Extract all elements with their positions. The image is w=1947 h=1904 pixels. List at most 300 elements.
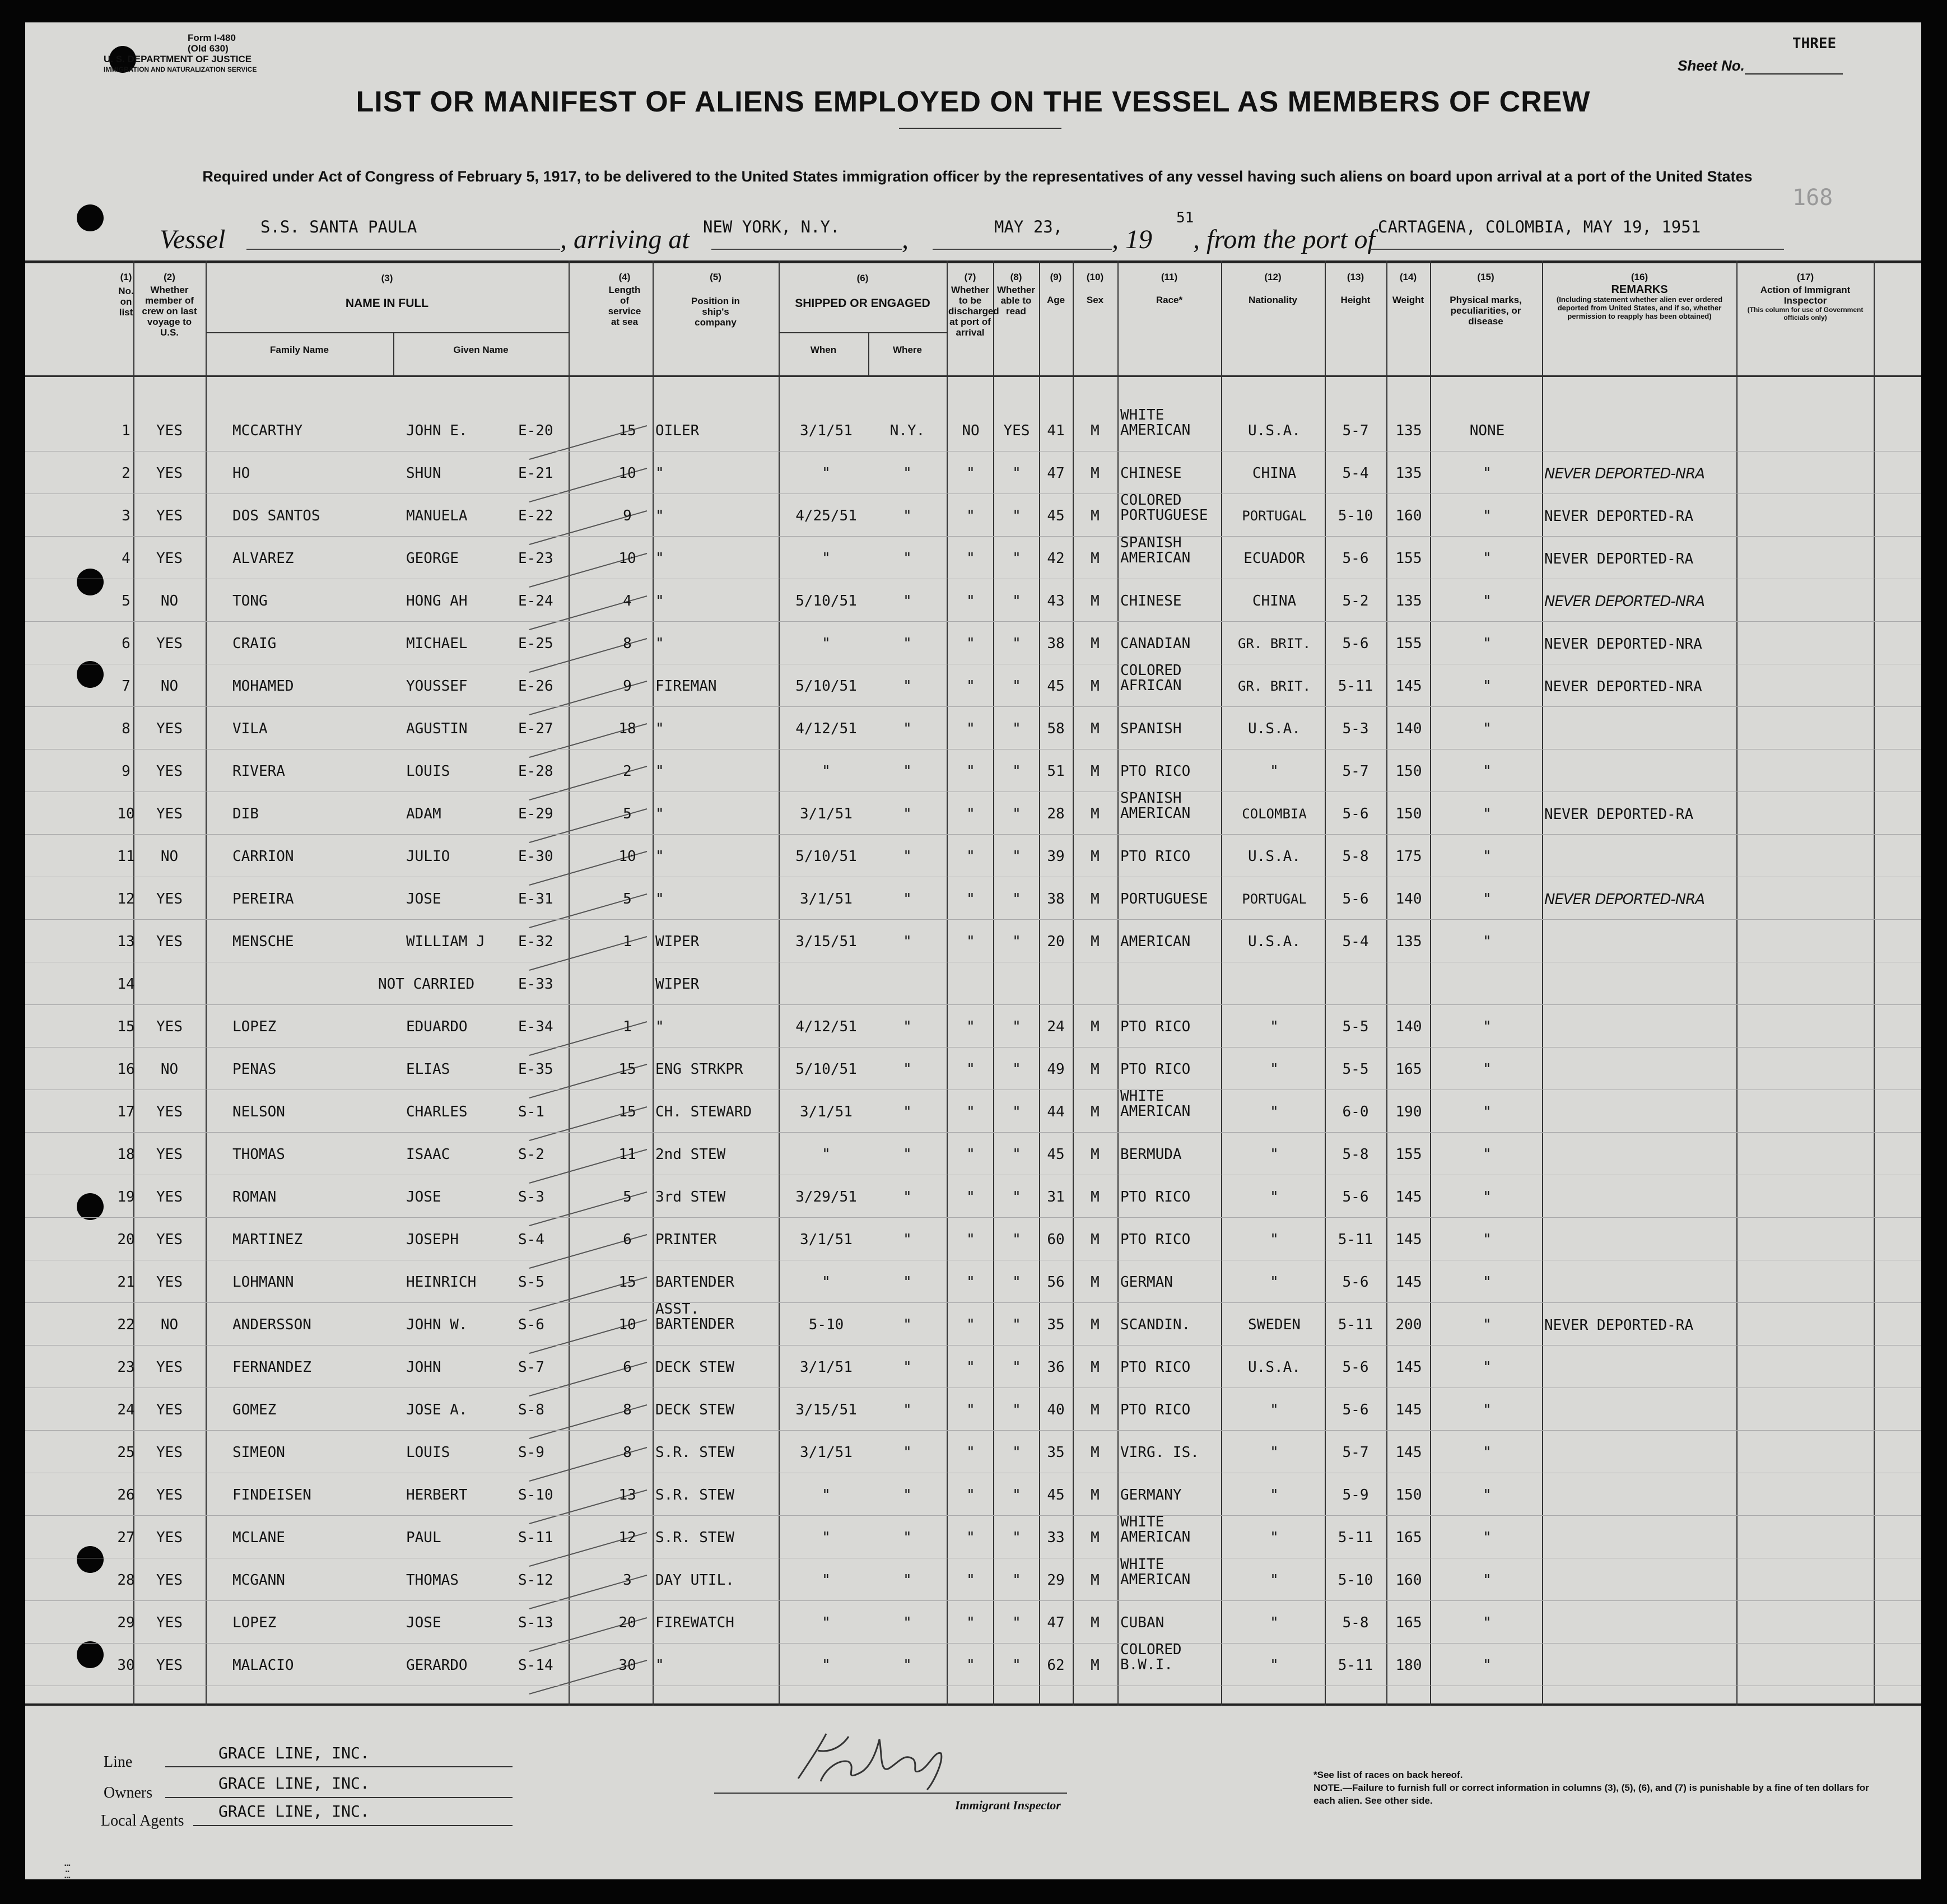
crew-race-cell: CHINESE	[1120, 465, 1182, 482]
crew-nationality-cell: "	[1270, 763, 1279, 780]
crew-when-cell: "	[822, 1614, 831, 1631]
header-bottom-rule	[25, 375, 1921, 377]
col7-num: (7)	[964, 272, 976, 282]
crew-prev-cell: YES	[156, 891, 183, 907]
crew-age-cell: 20	[1047, 933, 1065, 950]
crew-position-cell: WIPER	[655, 976, 700, 993]
line-label: Line	[104, 1753, 133, 1771]
crew-sex-cell: M	[1091, 1231, 1100, 1248]
crew-prev-cell: YES	[156, 806, 183, 822]
crew-height-cell: 5-11	[1338, 1657, 1373, 1674]
crew-height-cell: 5-7	[1342, 1444, 1369, 1461]
crew-discharged-cell: "	[966, 1487, 975, 1503]
col-rule	[1736, 260, 1738, 1706]
crew-prev-cell: YES	[156, 1274, 183, 1291]
crew-nationality-cell: U.S.A.	[1248, 1359, 1301, 1376]
crew-code-cell: E-24	[518, 593, 553, 609]
crew-race-cell: COLORED AFRICAN	[1120, 662, 1182, 694]
crew-height-cell: 5-7	[1342, 422, 1369, 439]
page-title: LIST OR MANIFEST OF ALIENS EMPLOYED ON THE VESSEL AS MEMBERS OF CREW	[356, 86, 1591, 118]
crew-age-cell: 42	[1047, 550, 1065, 567]
crew-when-cell: "	[822, 550, 831, 567]
crew-marks-cell: "	[1483, 763, 1492, 780]
col4-header	[605, 272, 644, 327]
crew-family-cell: MCLANE	[232, 1529, 285, 1546]
crew-age-cell: 45	[1047, 1487, 1065, 1503]
crew-position-cell: S.R. STEW	[655, 1487, 734, 1503]
crew-prev-cell: YES	[156, 1104, 183, 1120]
crew-weight-cell: 155	[1395, 1146, 1422, 1163]
crew-race-cell: WHITE AMERICAN	[1120, 1556, 1191, 1588]
crew-family-cell: MENSCHE	[232, 933, 294, 950]
crew-nationality-cell: "	[1270, 1146, 1279, 1163]
crew-when-cell: 3/15/51	[795, 933, 857, 950]
crew-when-cell: 5-10	[808, 1316, 844, 1333]
row-rule	[25, 1515, 1921, 1516]
crew-nationality-cell: "	[1270, 1104, 1279, 1120]
crew-age-cell: 45	[1047, 1146, 1065, 1163]
col-rule	[993, 260, 994, 1706]
crew-code-cell: E-31	[518, 891, 553, 907]
crew-read-cell: "	[1012, 891, 1021, 907]
page-stamp-number: 168	[1792, 185, 1833, 211]
crew-discharged-cell: "	[966, 1572, 975, 1589]
family-name-header: Family Name	[270, 345, 329, 355]
crew-position-cell: S.R. STEW	[655, 1444, 734, 1461]
crew-marks-cell: "	[1483, 806, 1492, 822]
crew-read-cell: "	[1012, 1572, 1021, 1589]
crew-where-cell: "	[903, 806, 912, 822]
crew-family-cell: DOS SANTOS	[232, 508, 320, 524]
col16-header	[1544, 272, 1735, 320]
crew-discharged-cell: "	[966, 1359, 975, 1376]
crew-family-cell: MCCARTHY	[232, 422, 303, 439]
crew-family-cell: ROMAN	[232, 1189, 277, 1205]
row-rule	[25, 621, 1921, 622]
crew-sex-cell: M	[1091, 1189, 1100, 1205]
crew-nationality-cell: SWEDEN	[1248, 1316, 1301, 1333]
crew-family-cell: VILA	[232, 720, 268, 737]
crew-marks-cell: "	[1483, 1359, 1492, 1376]
crew-marks-cell: "	[1483, 1146, 1492, 1163]
crew-height-cell: 6-0	[1342, 1104, 1369, 1120]
crew-race-cell: SCANDIN.	[1120, 1316, 1191, 1333]
crew-race-cell: PORTUGUESE	[1120, 891, 1208, 907]
crew-service-cell: 1	[623, 933, 632, 950]
crew-no-cell: 7	[122, 678, 131, 695]
crew-given-cell: SHUN	[406, 465, 441, 482]
crew-height-cell: 5-11	[1338, 678, 1373, 695]
crew-weight-cell: 165	[1395, 1614, 1422, 1631]
crew-family-cell: LOPEZ	[232, 1018, 277, 1035]
crew-age-cell: 24	[1047, 1018, 1065, 1035]
crew-no-cell: 13	[117, 933, 135, 950]
crew-discharged-cell: NO	[962, 422, 980, 439]
crew-prev-cell: YES	[156, 1487, 183, 1503]
crew-prev-cell: YES	[156, 1231, 183, 1248]
col15-num: (15)	[1477, 272, 1494, 282]
crew-given-cell: GEORGE	[406, 550, 459, 567]
crew-nationality-cell: "	[1270, 1487, 1279, 1503]
crew-no-cell: 19	[117, 1189, 135, 1205]
crew-weight-cell: 150	[1395, 806, 1422, 822]
shipped-subheader-rule	[779, 332, 947, 333]
col7-header	[948, 272, 999, 338]
crew-read-cell: "	[1012, 1316, 1021, 1333]
crew-read-cell: "	[1012, 593, 1021, 609]
crew-service-cell: 10	[618, 848, 636, 865]
crew-age-cell: 29	[1047, 1572, 1065, 1589]
crew-when-cell: 3/15/51	[795, 1402, 857, 1418]
crew-no-cell: 17	[117, 1104, 135, 1120]
crew-age-cell: 62	[1047, 1657, 1065, 1674]
crew-no-cell: 8	[122, 720, 131, 737]
crew-no-cell: 11	[117, 848, 135, 865]
col17-num: (17)	[1796, 272, 1814, 282]
crew-height-cell: 5-5	[1342, 1061, 1369, 1078]
crew-age-cell: 45	[1047, 678, 1065, 695]
crew-code-cell: E-25	[518, 635, 553, 652]
col15-header	[1434, 272, 1538, 327]
crew-given-cell: HONG AH	[406, 593, 468, 609]
crew-position-cell: "	[655, 550, 664, 567]
crew-given-cell: THOMAS	[406, 1572, 459, 1589]
crew-family-cell: LOHMANN	[232, 1274, 294, 1291]
crew-position-cell: OILER	[655, 422, 700, 439]
crew-when-cell: 3/1/51	[800, 891, 853, 907]
crew-where-cell: N.Y.	[889, 422, 925, 439]
crew-age-cell: 36	[1047, 1359, 1065, 1376]
page-subtitle: Required under Act of Congress of February 5, 1917, to be delivered to the United States immigration officer by the representatives of any vessel having such aliens on board upon arrival at a port of the United States	[202, 168, 1753, 185]
crew-discharged-cell: "	[966, 1657, 975, 1674]
crew-marks-cell: "	[1483, 720, 1492, 737]
crew-no-cell: 25	[117, 1444, 135, 1461]
crew-service-cell: 9	[623, 678, 632, 695]
agents-rule	[193, 1825, 513, 1826]
crew-where-cell: "	[903, 1614, 912, 1631]
crew-position-cell: "	[655, 1018, 664, 1035]
col2-num: (2)	[164, 272, 175, 282]
crew-height-cell: 5-6	[1342, 1359, 1369, 1376]
crew-discharged-cell: "	[966, 508, 975, 524]
crew-service-cell: 10	[618, 465, 636, 482]
inspector-label: Immigrant Inspector	[955, 1798, 1061, 1812]
crew-given-cell: JOSE	[406, 1189, 441, 1205]
crew-position-cell: WIPER	[655, 933, 700, 950]
crew-prev-cell: NO	[160, 1316, 179, 1333]
crew-given-cell: WILLIAM J	[406, 933, 485, 950]
vessel-name: S.S. SANTA PAULA	[260, 217, 417, 236]
crew-remarks-cell: NEVER DEPORTED-NRA	[1544, 891, 1705, 908]
crew-marks-cell: "	[1483, 1104, 1492, 1120]
col11-label: Race*	[1156, 295, 1183, 305]
crew-position-cell: "	[655, 508, 664, 524]
note-races: *See list of races on back hereof.	[1313, 1770, 1463, 1780]
crew-race-cell: CUBAN	[1120, 1614, 1165, 1631]
crew-prev-cell: YES	[156, 1359, 183, 1376]
col11-num: (11)	[1161, 272, 1178, 282]
crew-weight-cell: 145	[1395, 1444, 1422, 1461]
crew-table	[25, 260, 1921, 1706]
crew-age-cell: 38	[1047, 891, 1065, 907]
crew-marks-cell: NONE	[1469, 422, 1505, 439]
crew-discharged-cell: "	[966, 763, 975, 780]
crew-code-cell: S-12	[518, 1572, 553, 1589]
arrival-port: NEW YORK, N.Y.	[703, 217, 840, 236]
crew-discharged-cell: "	[966, 848, 975, 865]
crew-age-cell: 51	[1047, 763, 1065, 780]
crew-given-cell: PAUL	[406, 1529, 441, 1546]
crew-family-cell: CRAIG	[232, 635, 277, 652]
crew-marks-cell: "	[1483, 550, 1492, 567]
crew-no-cell: 23	[117, 1359, 135, 1376]
crew-height-cell: 5-11	[1338, 1529, 1373, 1546]
crew-sex-cell: M	[1091, 1529, 1100, 1546]
crew-nationality-cell: "	[1270, 1444, 1279, 1461]
crew-nationality-cell: CHINA	[1252, 593, 1297, 609]
crew-age-cell: 60	[1047, 1231, 1065, 1248]
crew-height-cell: 5-4	[1342, 933, 1369, 950]
crew-family-cell: NOT CARRIED	[378, 976, 475, 993]
crew-read-cell: "	[1012, 848, 1021, 865]
crew-weight-cell: 145	[1395, 1231, 1422, 1248]
crew-remarks-cell: NEVER DEPORTED-RA	[1544, 806, 1694, 823]
row-rule	[25, 1600, 1921, 1601]
col16-label: REMARKS	[1611, 283, 1668, 296]
crew-marks-cell: "	[1483, 1018, 1492, 1035]
crew-prev-cell: YES	[156, 1018, 183, 1035]
crew-sex-cell: M	[1091, 465, 1100, 482]
crew-when-cell: 3/1/51	[800, 806, 853, 822]
crew-prev-cell: NO	[160, 1061, 179, 1078]
crew-code-cell: S-2	[518, 1146, 544, 1163]
crew-sex-cell: M	[1091, 1487, 1100, 1503]
crew-race-cell: WHITE AMERICAN	[1120, 1088, 1191, 1120]
crew-when-cell: 3/1/51	[800, 1104, 853, 1120]
crew-marks-cell: "	[1483, 678, 1492, 695]
crew-position-cell: ASST. BARTENDER	[655, 1301, 734, 1333]
crew-prev-cell: YES	[156, 1444, 183, 1461]
crew-no-cell: 2	[122, 465, 131, 482]
crew-discharged-cell: "	[966, 1316, 975, 1333]
crew-no-cell: 26	[117, 1487, 135, 1503]
crew-given-cell: JOHN E.	[406, 422, 468, 439]
crew-read-cell: "	[1012, 763, 1021, 780]
crew-given-cell: ISAAC	[406, 1146, 450, 1163]
crew-read-cell: "	[1012, 1061, 1021, 1078]
row-rule	[25, 749, 1921, 750]
crew-weight-cell: 190	[1395, 1104, 1422, 1120]
crew-code-cell: E-27	[518, 720, 553, 737]
crew-discharged-cell: "	[966, 1231, 975, 1248]
row-rule	[25, 1345, 1921, 1346]
crew-where-cell: "	[903, 1529, 912, 1546]
crew-service-cell: 8	[623, 635, 632, 652]
col5-num: (5)	[710, 272, 721, 282]
crew-given-cell: JOSE	[406, 1614, 441, 1631]
col8-num: (8)	[1010, 272, 1022, 282]
crew-age-cell: 33	[1047, 1529, 1065, 1546]
crew-read-cell: "	[1012, 1402, 1021, 1418]
crew-sex-cell: M	[1091, 1572, 1100, 1589]
crew-height-cell: 5-6	[1342, 1402, 1369, 1418]
crew-position-cell: "	[655, 1657, 664, 1674]
crew-nationality-cell: GR. BRIT.	[1237, 678, 1311, 694]
crew-marks-cell: "	[1483, 1572, 1492, 1589]
name-subheader-rule	[206, 332, 569, 333]
crew-race-cell: PTO RICO	[1120, 763, 1191, 780]
col10-num: (10)	[1086, 272, 1104, 282]
crew-discharged-cell: "	[966, 720, 975, 737]
crew-race-cell: PTO RICO	[1120, 848, 1191, 865]
crew-race-cell: WHITE AMERICAN	[1120, 407, 1191, 439]
line-value: GRACE LINE, INC.	[218, 1744, 370, 1762]
crew-read-cell: "	[1012, 1657, 1021, 1674]
crew-family-cell: DIB	[232, 806, 259, 822]
crew-given-cell: LOUIS	[406, 763, 450, 780]
crew-sex-cell: M	[1091, 1274, 1100, 1291]
arriving-label: , arriving at	[560, 225, 690, 254]
crew-where-cell: "	[903, 1444, 912, 1461]
crew-family-cell: TONG	[232, 593, 268, 609]
crew-age-cell: 47	[1047, 1614, 1065, 1631]
crew-race-cell: AMERICAN	[1120, 933, 1191, 950]
col5-header	[658, 272, 773, 328]
crew-marks-cell: "	[1483, 593, 1492, 609]
crew-service-cell: 4	[623, 593, 632, 609]
crew-nationality-cell: "	[1270, 1529, 1279, 1546]
service-name: IMMIGRATION AND NATURALIZATION SERVICE	[104, 66, 257, 73]
crew-prev-cell: YES	[156, 422, 183, 439]
crew-sex-cell: M	[1091, 1104, 1100, 1120]
row-rule	[25, 1004, 1921, 1005]
crew-when-cell: 3/29/51	[795, 1189, 857, 1205]
crew-read-cell: "	[1012, 1231, 1021, 1248]
crew-read-cell: "	[1012, 1359, 1021, 1376]
title-rule	[899, 128, 1061, 129]
crew-family-cell: NELSON	[232, 1104, 285, 1120]
crew-when-cell: "	[822, 1529, 831, 1546]
crew-weight-cell: 155	[1395, 550, 1422, 567]
crew-prev-cell: YES	[156, 1189, 183, 1205]
shipped-when-header: When	[810, 345, 837, 355]
col12-header	[1221, 272, 1325, 305]
crew-family-cell: MOHAMED	[232, 678, 294, 695]
crew-sex-cell: M	[1091, 508, 1100, 524]
crew-when-cell: 5/10/51	[795, 848, 857, 865]
crew-no-cell: 22	[117, 1316, 135, 1333]
crew-no-cell: 16	[117, 1061, 135, 1078]
crew-prev-cell: YES	[156, 720, 183, 737]
col8-header	[994, 272, 1038, 316]
row-rule	[25, 1217, 1921, 1218]
crew-age-cell: 44	[1047, 1104, 1065, 1120]
crew-discharged-cell: "	[966, 1104, 975, 1120]
crew-position-cell: ENG STRKPR	[655, 1061, 743, 1078]
crew-read-cell: "	[1012, 720, 1021, 737]
crew-remarks-cell: NEVER DEPORTED-RA	[1544, 1317, 1694, 1334]
crew-given-cell: HEINRICH	[406, 1274, 477, 1291]
crew-discharged-cell: "	[966, 550, 975, 567]
crew-race-cell: PTO RICO	[1120, 1359, 1191, 1376]
crew-position-cell: DECK STEW	[655, 1402, 734, 1418]
col1-num: (1)	[120, 272, 132, 282]
crew-weight-cell: 160	[1395, 508, 1422, 524]
row-rule	[25, 1643, 1921, 1644]
crew-nationality-cell: U.S.A.	[1248, 848, 1301, 865]
crew-service-cell: 2	[623, 763, 632, 780]
crew-race-cell: PTO RICO	[1120, 1189, 1191, 1205]
crew-weight-cell: 135	[1395, 422, 1422, 439]
crew-discharged-cell: "	[966, 891, 975, 907]
crew-service-cell: 30	[618, 1657, 636, 1674]
crew-code-cell: S-7	[518, 1359, 544, 1376]
crew-code-cell: S-5	[518, 1274, 544, 1291]
voyage-line	[25, 210, 1921, 254]
crew-position-cell: "	[655, 763, 664, 780]
crew-discharged-cell: "	[966, 1061, 975, 1078]
crew-read-cell: "	[1012, 550, 1021, 567]
crew-when-cell: 5/10/51	[795, 593, 857, 609]
crew-weight-cell: 165	[1395, 1061, 1422, 1078]
row-rule	[25, 706, 1921, 707]
crew-prev-cell: YES	[156, 763, 183, 780]
sheet-number-value: THREE	[1792, 35, 1837, 52]
crew-given-cell: MANUELA	[406, 508, 468, 524]
crew-marks-cell: "	[1483, 1189, 1492, 1205]
crew-position-cell: BARTENDER	[655, 1274, 734, 1291]
row-rule	[25, 536, 1921, 537]
crew-service-cell: 8	[623, 1402, 632, 1418]
crew-code-cell: E-21	[518, 465, 553, 482]
crew-sex-cell: M	[1091, 1316, 1100, 1333]
col15-label: Physical marks, peculiarities, or disease	[1450, 295, 1522, 327]
crew-sex-cell: M	[1091, 720, 1100, 737]
crew-given-cell: ADAM	[406, 806, 441, 822]
crew-race-cell: WHITE AMERICAN	[1120, 1514, 1191, 1545]
crew-service-cell: 12	[618, 1529, 636, 1546]
crew-height-cell: 5-6	[1342, 1189, 1369, 1205]
crew-race-cell: CHINESE	[1120, 593, 1182, 609]
crew-discharged-cell: "	[966, 593, 975, 609]
crew-sex-cell: M	[1091, 1018, 1100, 1035]
crew-nationality-cell: PORTUGAL	[1242, 508, 1307, 524]
crew-service-cell: 15	[618, 1104, 636, 1120]
crew-code-cell: E-26	[518, 678, 553, 695]
crew-read-cell: "	[1012, 933, 1021, 950]
col5-label: Position in ship's company	[691, 296, 740, 328]
crew-when-cell: "	[822, 1572, 831, 1589]
col9-label: Age	[1046, 295, 1065, 305]
crew-prev-cell: YES	[156, 465, 183, 482]
crew-when-cell: "	[822, 1487, 831, 1503]
crew-code-cell: S-3	[518, 1189, 544, 1205]
crew-prev-cell: YES	[156, 933, 183, 950]
crew-no-cell: 10	[117, 806, 135, 822]
crew-when-cell: 3/1/51	[800, 1231, 853, 1248]
crew-sex-cell: M	[1091, 593, 1100, 609]
crew-code-cell: S-13	[518, 1614, 553, 1631]
crew-where-cell: "	[903, 508, 912, 524]
crew-nationality-cell: "	[1270, 1231, 1279, 1248]
crew-discharged-cell: "	[966, 1189, 975, 1205]
crew-race-cell: GERMANY	[1120, 1487, 1182, 1503]
crew-height-cell: 5-3	[1342, 720, 1369, 737]
crew-given-cell: JULIO	[406, 848, 450, 865]
crew-nationality-cell: "	[1270, 1018, 1279, 1035]
crew-nationality-cell: U.S.A.	[1248, 422, 1301, 439]
crew-prev-cell: YES	[156, 508, 183, 524]
